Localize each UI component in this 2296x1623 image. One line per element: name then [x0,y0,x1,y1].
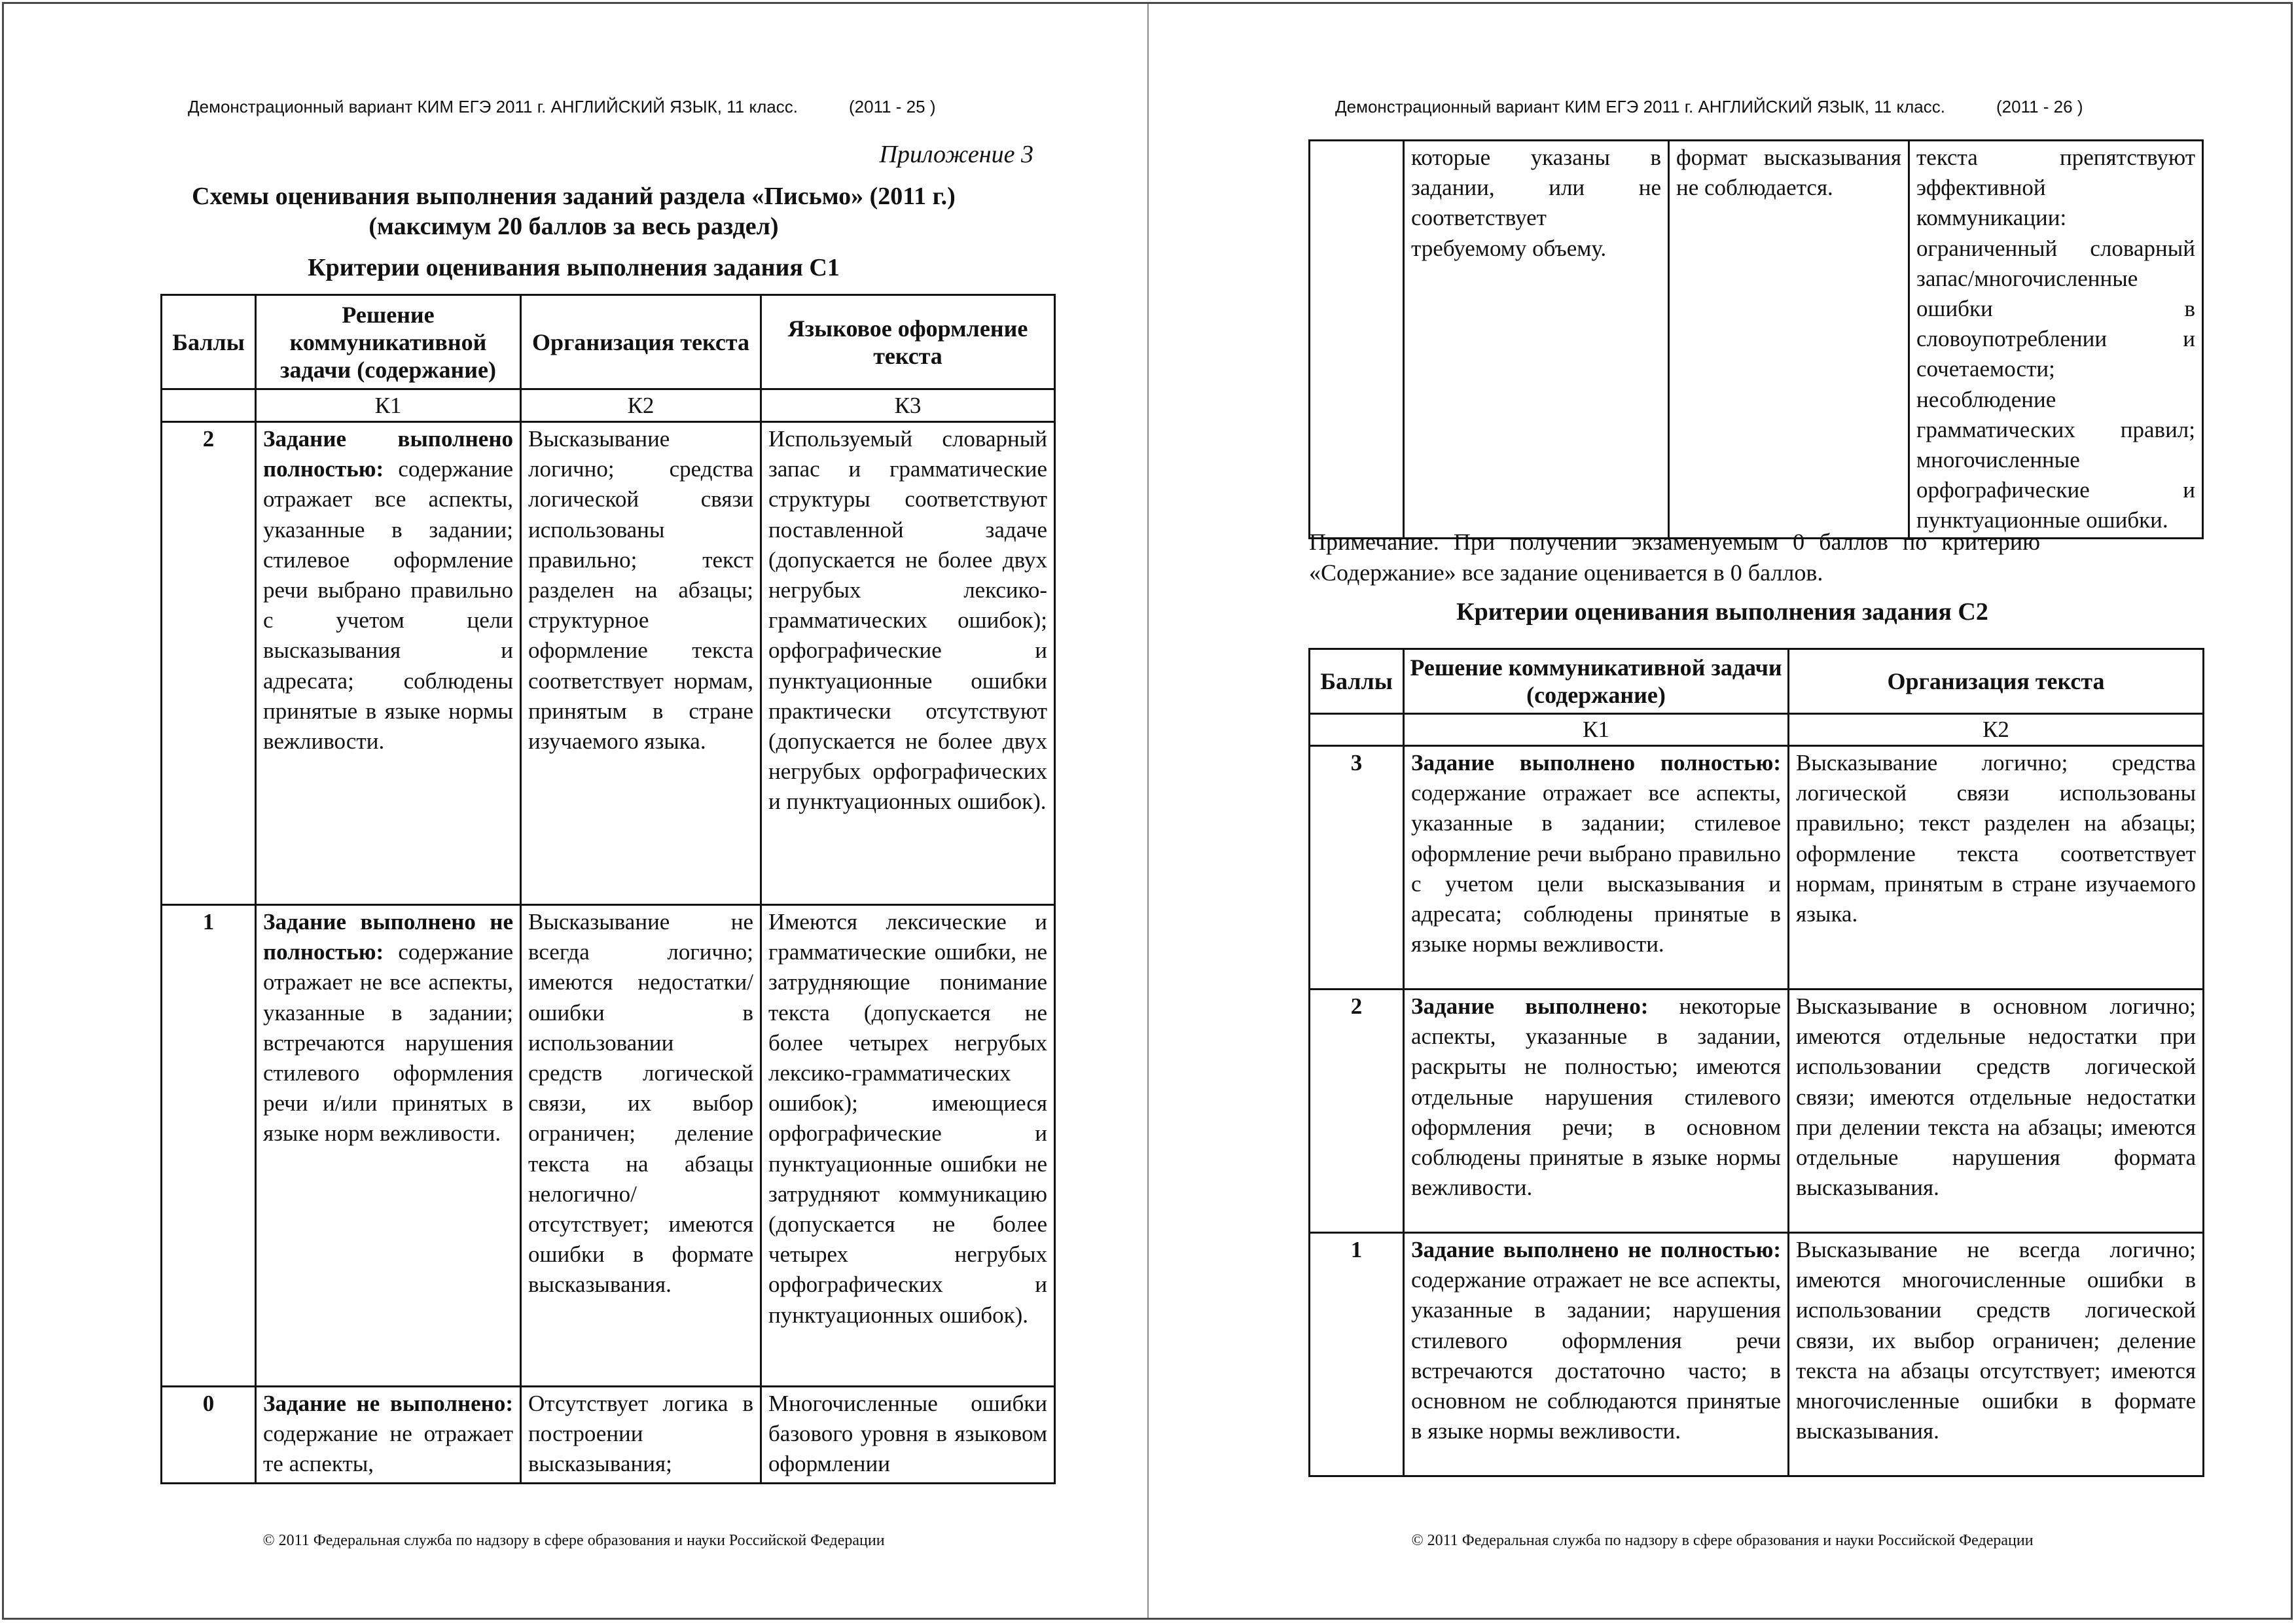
criteria-table-c1-continued [1308,139,2204,539]
k1-cell: которые указаны в задании, или не соответствует требуемому объему. [1404,141,1669,539]
page-number: (2011 - 25 ) [849,97,936,116]
k1-description: содержание отражает не все аспекты, указанные в задании; нарушения стилевого оформления речи встречаются достаточно часто; в основном не соблюдаются принятые в языке нормы вежливости. [1411,1267,1781,1444]
score-cell: 0 [162,1387,256,1484]
score-cell: 3 [1310,746,1404,990]
k1-cell [256,1387,521,1484]
k2-cell: Высказывание не всегда логично; имеются многочисленные ошибки в использовании средств логической связи, их выбор ограничен; деление текста на абзацы отсутствует; имеются многочисленные ошибки в формате высказывания. [1789,1233,2204,1476]
code-empty [1310,714,1404,746]
table-header-row [1310,649,2204,714]
k1-cell [256,422,521,905]
table-row [1310,990,2204,1233]
criteria-codes-row [162,389,1055,422]
k1-cell [1404,1233,1789,1476]
score-cell: 1 [162,905,256,1387]
k1-cell [1404,990,1789,1233]
k3-cell: текста препятствуют эффективной коммуникации: ограниченный словарный запас/многочисленные ошибки в словоупотреблении и сочетаемости; несоблюдение грамматических правил; многочисленные орфографические и пунктуационные ошибки. [1909,141,2203,539]
k2-cell: формат высказывания не соблюдается. [1669,141,1909,539]
header-k1: Решение коммуникативной задачи (содержание) [1404,649,1789,714]
k2-cell: Высказывание не всегда логично; имеются недостатки/ошибки в использовании средств логической связи, их выбор ограничен; деление текста на абзацы нелогично/отсутствует; имеются ошибки в формате высказывания. [521,905,761,1387]
code-k2: К2 [1789,714,2204,746]
k2-cell: Высказывание логично; средства логической связи использованы правильно; текст разделен на абзацы; оформление текста соответствует нормам, принятым в стране изучаемого языка. [1789,746,2204,990]
k3-cell: Используемый словарный запас и грамматические структуры соответствуют поставленной задаче (допускается не более двух негрубых лексико-грамматических ошибок); орфографические и пунктуационные ошибки практически отсутствуют (допускается не более двух негрубых орфографических и пунктуационных ошибок). [761,422,1055,905]
copyright-footer: © 2011 Федеральная служба по надзору в сфере образования и науки Российской Федерации [1411,1532,2034,1549]
header-text: Демонстрационный вариант КИМ ЕГЭ 2011 г. АНГЛИЙСКИЙ ЯЗЫК, 11 класс. [1335,97,1945,116]
criteria-table-c1 [160,294,1056,1484]
criteria-codes-row [1310,714,2204,746]
k1-description: содержание не отражает те аспекты, [263,1421,513,1477]
criteria-table-c2 [1308,648,2204,1477]
code-empty [162,389,256,422]
k1-verdict: Задание выполнено: [1411,993,1649,1019]
table-row [162,422,1055,905]
code-k1: К1 [1404,714,1789,746]
k1-cell [256,905,521,1387]
header-k2: Организация текста [521,295,761,389]
header-k3: Языковое оформление текста [761,295,1055,389]
k1-verdict: Задание выполнено полностью: [263,426,513,482]
appendix-label: Приложение 3 [879,141,1033,168]
k1-description: некоторые аспекты, указанные в задании, раскрыты не полностью; имеются отдельные нарушения стилевого оформления речи; в основном соблюдены принятые в языке нормы вежливости. [1411,993,1781,1201]
k1-verdict: Задание выполнено не полностью: [263,909,513,965]
k1-cell [1404,746,1789,990]
header-k1: Решение коммуникативной задачи (содержание) [256,295,521,389]
header-score: Баллы [162,295,256,389]
k3-cell: Многочисленные ошибки базового уровня в языковом оформлении [761,1387,1055,1484]
code-k2: К2 [521,389,761,422]
header-score: Баллы [1310,649,1404,714]
table-header-row [162,295,1055,389]
score-cell: 1 [1310,1233,1404,1476]
code-k3: К3 [761,389,1055,422]
copyright-footer: © 2011 Федеральная служба по надзору в сфере образования и науки Российской Федерации [262,1532,885,1549]
right-page [1149,0,2296,1623]
section-title: Схемы оценивания выполнения заданий раздела «Письмо» (2011 г.) [192,183,956,210]
k1-description: содержание отражает не все аспекты, указанные в задании; встречаются нарушения стилевого оформления речи и/или принятых в языке норм вежливости. [263,939,513,1147]
section-subtitle: (максимум 20 баллов за весь раздел) [368,213,779,240]
table-row [1310,746,2204,990]
code-k1: К1 [256,389,521,422]
page-number: (2011 - 26 ) [1996,97,2083,116]
running-header [1335,97,2083,117]
table-row [162,905,1055,1387]
score-cell: 2 [162,422,256,905]
score-cell: 2 [1310,990,1404,1233]
k2-cell: Отсутствует логика в построении высказывания; [521,1387,761,1484]
running-header [188,97,935,117]
k1-description: содержание отражает все аспекты, указанные в задании; стилевое оформление речи выбрано правильно с учетом цели высказывания и адресата; соблюдены принятые в языке нормы вежливости. [263,456,513,755]
table-row [162,1387,1055,1484]
k1-verdict: Задание выполнено полностью: [1411,750,1781,776]
header-k2: Организация текста [1789,649,2204,714]
table-title-c2: Критерии оценивания выполнения задания С2 [1456,598,1988,626]
score-cell [1310,141,1404,539]
k1-description: содержание отражает все аспекты, указанные в задании; стилевое оформление речи выбрано правильно с учетом цели высказывания и адресата; соблюдены принятые в языке нормы вежливости. [1411,780,1781,957]
table-row [1310,1233,2204,1476]
note: Примечание. При получении экзаменуемым 0 баллов по критерию «Содержание» все задание оценивается в 0 баллов. [1309,529,2040,586]
left-page [0,0,1147,1623]
k3-cell: Имеются лексические и грамматические ошибки, не затрудняющие понимание текста (допускается не более четырех негрубых лексико-грамматических ошибок); имеющиеся орфографические и пунктуационные ошибки не затрудняют коммуникацию (допускается не более четырех негрубых орфографических и пунктуационных ошибок). [761,905,1055,1387]
k1-verdict: Задание выполнено не полностью: [1411,1237,1781,1262]
k2-cell: Высказывание логично; средства логической связи использованы правильно; текст разделен на абзацы; структурное оформление текста соответствует нормам, принятым в стране изучаемого языка. [521,422,761,905]
table-row [1310,141,2203,539]
k1-verdict: Задание не выполнено: [263,1391,513,1416]
header-text: Демонстрационный вариант КИМ ЕГЭ 2011 г. АНГЛИЙСКИЙ ЯЗЫК, 11 класс. [188,97,798,116]
table-title-c1: Критерии оценивания выполнения задания С1 [308,254,840,281]
k2-cell: Высказывание в основном логично; имеются отдельные недостатки при использовании средств логической связи; имеются отдельные недостатки при делении текста на абзацы; имеются отдельные нарушения формата высказывания. [1789,990,2204,1233]
